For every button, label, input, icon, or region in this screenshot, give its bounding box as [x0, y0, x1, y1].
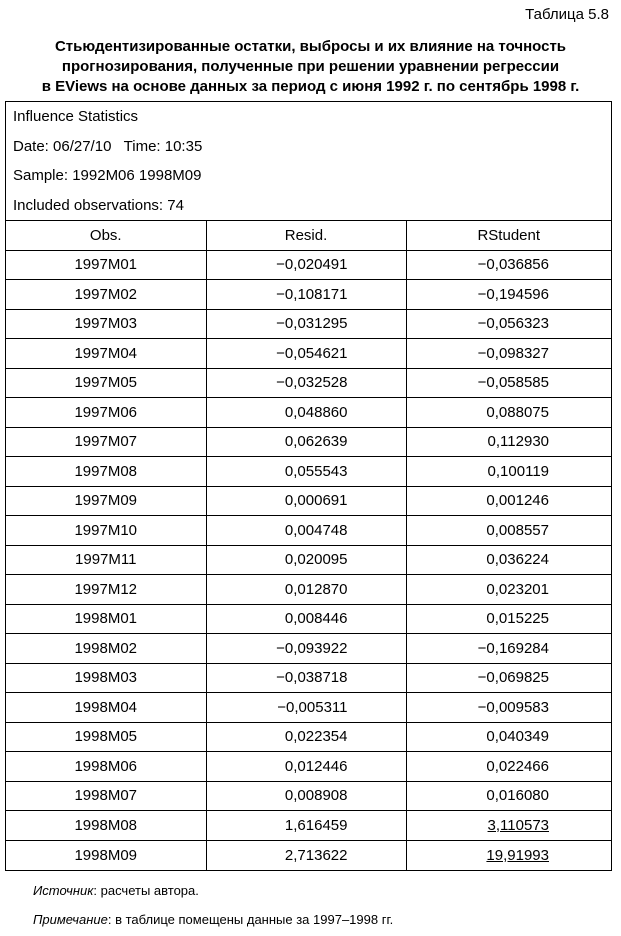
rstudent-value: 0,022466: [486, 757, 549, 775]
table-row: [6, 752, 611, 782]
obs-cell: 1997M01: [6, 250, 206, 280]
source-text: : расчеты автора.: [93, 883, 199, 898]
table-row: [6, 427, 611, 457]
table-row: [6, 722, 611, 752]
resid-cell: −0,020491: [206, 250, 406, 280]
resid-cell: 0,022354: [206, 722, 406, 752]
obs-cell: 1997M05: [6, 368, 206, 398]
obs-cell: 1997M02: [6, 280, 206, 310]
statistics-grid: [6, 220, 611, 870]
resid-cell: 0,012446: [206, 752, 406, 782]
resid-cell: −0,038718: [206, 663, 406, 693]
table-row: [6, 309, 611, 339]
obs-cell: 1998M02: [6, 634, 206, 664]
table-row: [6, 339, 611, 369]
rstudent-cell: [406, 516, 611, 546]
obs-cell: 1998M04: [6, 693, 206, 723]
rstudent-cell: [406, 604, 611, 634]
rstudent-value: 0,015225: [486, 610, 549, 628]
resid-cell: 0,008908: [206, 781, 406, 811]
rstudent-cell: [406, 722, 611, 752]
rstudent-value: −0,009583: [477, 698, 549, 716]
table-row: [6, 250, 611, 280]
obs-cell: 1997M04: [6, 339, 206, 369]
obs-cell: 1997M03: [6, 309, 206, 339]
rstudent-value: −0,058585: [477, 374, 549, 392]
rstudent-cell: [406, 486, 611, 516]
header-row: [6, 221, 611, 251]
obs-cell: 1997M08: [6, 457, 206, 487]
rstudent-value: −0,036856: [477, 256, 549, 274]
source-note: [33, 883, 199, 898]
obs-cell: 1997M11: [6, 545, 206, 575]
obs-cell: 1997M12: [6, 575, 206, 605]
rstudent-cell: [406, 398, 611, 428]
resid-cell: 0,008446: [206, 604, 406, 634]
remark-note: [33, 912, 393, 927]
table-row: [6, 280, 611, 310]
obs-cell: 1997M07: [6, 427, 206, 457]
table-row: [6, 368, 611, 398]
rstudent-value: 0,016080: [486, 787, 549, 805]
rstudent-cell: [406, 663, 611, 693]
rstudent-cell: [406, 457, 611, 487]
output-title: Influence Statistics: [13, 108, 139, 125]
resid-cell: 0,048860: [206, 398, 406, 428]
rstudent-cell: [406, 693, 611, 723]
table-row: [6, 663, 611, 693]
obs-cell: 1998M09: [6, 840, 206, 870]
resid-cell: 0,055543: [206, 457, 406, 487]
obs-cell: 1998M08: [6, 811, 206, 841]
rstudent-cell: [406, 811, 611, 841]
rstudent-value: 0,100119: [487, 462, 549, 480]
resid-cell: −0,108171: [206, 280, 406, 310]
rstudent-value: −0,056323: [477, 315, 549, 333]
resid-cell: −0,005311: [206, 693, 406, 723]
obs-cell: 1998M05: [6, 722, 206, 752]
sample-line: Sample: 1992M06 1998M09: [13, 167, 202, 184]
rstudent-cell: [406, 781, 611, 811]
rstudent-value: 0,112930: [487, 433, 549, 451]
note-label: Примечание: [33, 912, 108, 927]
resid-cell: −0,032528: [206, 368, 406, 398]
resid-cell: 0,062639: [206, 427, 406, 457]
column-header-rstudent: RStudent: [406, 221, 611, 251]
rstudent-cell: [406, 427, 611, 457]
column-header-obs: Obs.: [6, 221, 206, 251]
rstudent-cell: [406, 840, 611, 870]
table-row: [6, 516, 611, 546]
rstudent-value: 0,008557: [486, 521, 549, 539]
rstudent-cell: [406, 634, 611, 664]
rstudent-cell: [406, 752, 611, 782]
table-row: [6, 457, 611, 487]
obs-cell: 1997M10: [6, 516, 206, 546]
resid-cell: 1,616459: [206, 811, 406, 841]
date-time-line: Date: 06/27/10 Time: 10:35: [13, 137, 203, 155]
rstudent-value: 19,91993: [486, 846, 549, 864]
obs-cell: 1998M03: [6, 663, 206, 693]
table-number: Таблица 5.8: [525, 6, 609, 23]
rstudent-cell: [406, 575, 611, 605]
table-row: [6, 634, 611, 664]
obs-cell: 1997M06: [6, 398, 206, 428]
rstudent-cell: [406, 545, 611, 575]
resid-cell: −0,031295: [206, 309, 406, 339]
column-header-resid: Resid.: [206, 221, 406, 251]
caption-line-3: в EViews на основе данных за период с июня 1992 г. по сентябрь 1998 г.: [41, 78, 580, 95]
resid-cell: −0,093922: [206, 634, 406, 664]
rstudent-value: −0,169284: [477, 639, 549, 657]
rstudent-cell: [406, 280, 611, 310]
resid-cell: −0,054621: [206, 339, 406, 369]
rstudent-value: 0,036224: [486, 551, 549, 569]
source-label: Источник: [33, 883, 94, 898]
table-row: [6, 575, 611, 605]
rstudent-cell: [406, 250, 611, 280]
eviews-output-table: [5, 101, 612, 871]
resid-cell: 0,020095: [206, 545, 406, 575]
table-row: [6, 693, 611, 723]
rstudent-value: 0,088075: [486, 403, 549, 421]
resid-cell: 0,000691: [206, 486, 406, 516]
resid-cell: 0,012870: [206, 575, 406, 605]
table-row: [6, 604, 611, 634]
resid-cell: 2,713622: [206, 840, 406, 870]
table-row: [6, 781, 611, 811]
rstudent-cell: [406, 309, 611, 339]
table-caption: [0, 37, 621, 97]
rstudent-value: −0,194596: [477, 285, 549, 303]
note-text: : в таблице помещены данные за 1997–1998 гг.: [107, 912, 394, 927]
observations-line: Included observations: 74: [13, 196, 184, 214]
obs-cell: 1998M06: [6, 752, 206, 782]
table-row: [6, 545, 611, 575]
table-row: [6, 840, 611, 870]
rstudent-cell: [406, 339, 611, 369]
table-row: [6, 486, 611, 516]
rstudent-cell: [406, 368, 611, 398]
rstudent-value: 3,110573: [487, 816, 549, 834]
rstudent-value: −0,069825: [477, 669, 549, 687]
resid-cell: 0,004748: [206, 516, 406, 546]
obs-cell: 1997M09: [6, 486, 206, 516]
obs-cell: 1998M01: [6, 604, 206, 634]
rstudent-value: 0,040349: [486, 728, 549, 746]
rstudent-value: 0,023201: [486, 580, 549, 598]
caption-line-2: прогнозирования, полученные при решении уравнении регрессии: [61, 58, 560, 75]
rstudent-value: 0,001246: [486, 492, 549, 510]
obs-cell: 1998M07: [6, 781, 206, 811]
table-row: [6, 398, 611, 428]
rstudent-value: −0,098327: [477, 344, 549, 362]
table-row: [6, 811, 611, 841]
caption-line-1: Стьюдентизированные остатки, выбросы и их влияние на точность: [54, 38, 567, 55]
